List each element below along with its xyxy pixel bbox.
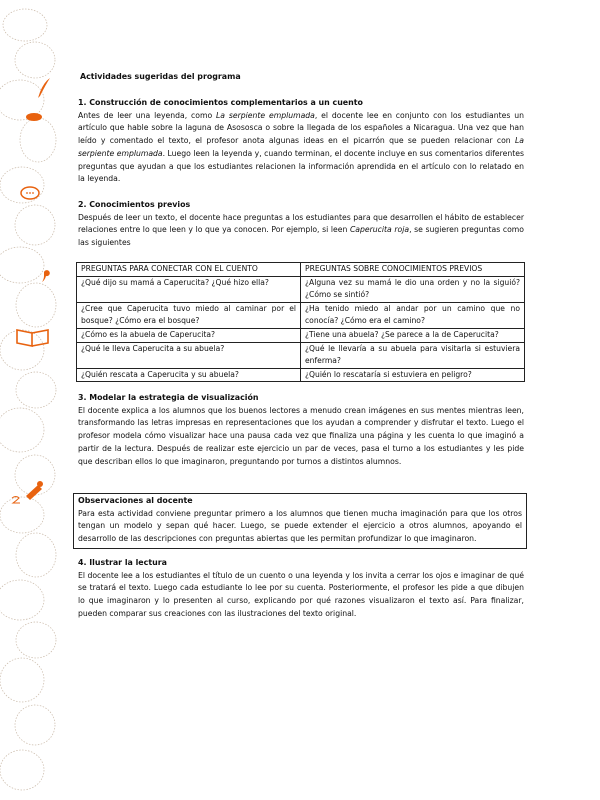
table-cell: ¿Cree que Caperucita tuvo miedo al caminar por el bosque? ¿Cómo era el bosque?	[77, 302, 301, 328]
table-cell: ¿Tiene una abuela? ¿Se parece a la de Caperucita?	[301, 328, 525, 342]
table-row	[77, 276, 525, 302]
section-1-paragraph	[78, 110, 524, 186]
section-1-heading: 1. Construcción de conocimientos complementarios a un cuento	[78, 98, 363, 107]
comma-icon	[42, 270, 50, 282]
section-1	[78, 97, 524, 186]
table-row	[77, 368, 525, 382]
table-row	[77, 302, 525, 328]
pen-nib-icon	[12, 481, 43, 503]
table-row	[77, 328, 525, 342]
section-3	[78, 392, 524, 468]
section-2-paragraph	[78, 212, 524, 250]
table-cell: ¿Alguna vez su mamá le dio una orden y no la siguió? ¿Cómo se sintió?	[301, 276, 525, 302]
section-2-heading: 2. Conocimientos previos	[78, 200, 191, 209]
teacher-notes-paragraph: Para esta actividad conviene preguntar primero a los alumnos que tienen mucha imaginación para que los otros tengan un modelo y sepan qué hacer. Luego, se puede extender el ejercicio a otros alumnos, apoyando el desarrollo de las descripciones con preguntas abiertas que les permitan profundizar lo que imaginaron.	[78, 508, 522, 544]
table-cell: ¿Quién lo rescataría si estuviera en peligro?	[301, 368, 525, 382]
section-3-paragraph: El docente explica a los alumnos que los buenos lectores a menudo crean imágenes en sus mentes mientras leen, transformando las letras impresas en representaciones que los ayudan a comprender y disfrutar el texto. Luego el profesor modela cómo visualizar hace una pausa cada vez que finaliza una página y les cuenta lo que imaginó a partir de la lectura. Después de realizar este ejercicio un par de veces, pasa el turno a los estudiantes y les pide que describan ellos lo que imaginaron, preguntando por turnos a distintos alumnos.	[78, 405, 524, 466]
section-4-heading: 4. Ilustrar la lectura	[78, 558, 167, 567]
section-4-paragraph: El docente lee a los estudiantes el título de un cuento o una leyenda y los invita a cerrar los ojos e imaginar de qué se tratará el texto. Luego cada estudiante lo lee por su cuenta. Posteriormente, el profesor les pide a que dibujen lo que imaginaron y lo presenten al curso, explicando por qué razones visualizaron el texto así. Para finalizar, pueden comparar sus creaciones con las ilustraciones del texto original.	[78, 570, 524, 618]
teacher-notes-box	[73, 493, 527, 549]
decorative-border	[0, 0, 70, 800]
table-cell: ¿Qué le lleva Caperucita a su abuela?	[77, 342, 301, 368]
page-title: Actividades sugeridas del programa	[80, 72, 241, 81]
text: , el docente lee en conjunto con los estudiantes un artículo que hable sobre la laguna de Asososca o sobre la llegada de los españoles a Nicaragua. Una vez que han leído y comentado el texto, el profesor anota algunas ideas en el picarrón que se pueden relacionar con	[78, 110, 524, 146]
table-row	[77, 342, 525, 368]
table-cell: ¿Qué le llevaría a su abuela para visitarla si estuviera enferma?	[301, 342, 525, 368]
table-cell: ¿Cómo es la abuela de Caperucita?	[77, 328, 301, 342]
section-4	[78, 557, 524, 621]
text: , se sugieren preguntas como las siguientes	[78, 225, 524, 248]
table-header: PREGUNTAS SOBRE CONOCIMIENTOS PREVIOS	[301, 263, 525, 277]
teacher-notes-heading: Observaciones al docente	[78, 496, 193, 505]
speech-bubble-icon	[21, 187, 39, 199]
italic-title: Caperucita roja	[349, 225, 410, 235]
italic-title: La serpiente emplumada	[216, 110, 315, 120]
book-icon	[17, 330, 48, 346]
quill-icon	[26, 78, 50, 121]
table-cell: ¿Quién rescata a Caperucita y su abuela?	[77, 368, 301, 382]
table-cell: ¿Ha tenido miedo al andar por un camino que no conocía? ¿Cómo era el camino?	[301, 302, 525, 328]
section-3-heading: 3. Modelar la estrategia de visualización	[78, 393, 259, 402]
section-2	[78, 199, 524, 250]
table-header: PREGUNTAS PARA CONECTAR CON EL CUENTO	[77, 263, 301, 277]
italic-title: La serpiente emplumada	[78, 136, 524, 158]
text: . Luego leen la leyenda y, cuando terminan, el docente incluye en sus comentarios diferentes preguntas que ayudan a que los estudiantes relacionen la información aprendida en el artículo con lo relatado en la leyenda.	[78, 148, 524, 184]
questions-table	[76, 262, 525, 382]
text: Después de leer un texto, el docente hace preguntas a los estudiantes para que desarrollen el hábito de establecer relaciones entre lo que leen y lo que ya conocen. Por ejemplo, si leen	[78, 212, 524, 235]
text: Antes de leer una leyenda, como	[78, 110, 217, 120]
table-header-row	[77, 263, 525, 277]
table-cell: ¿Qué dijo su mamá a Caperucita? ¿Qué hizo ella?	[77, 276, 301, 302]
